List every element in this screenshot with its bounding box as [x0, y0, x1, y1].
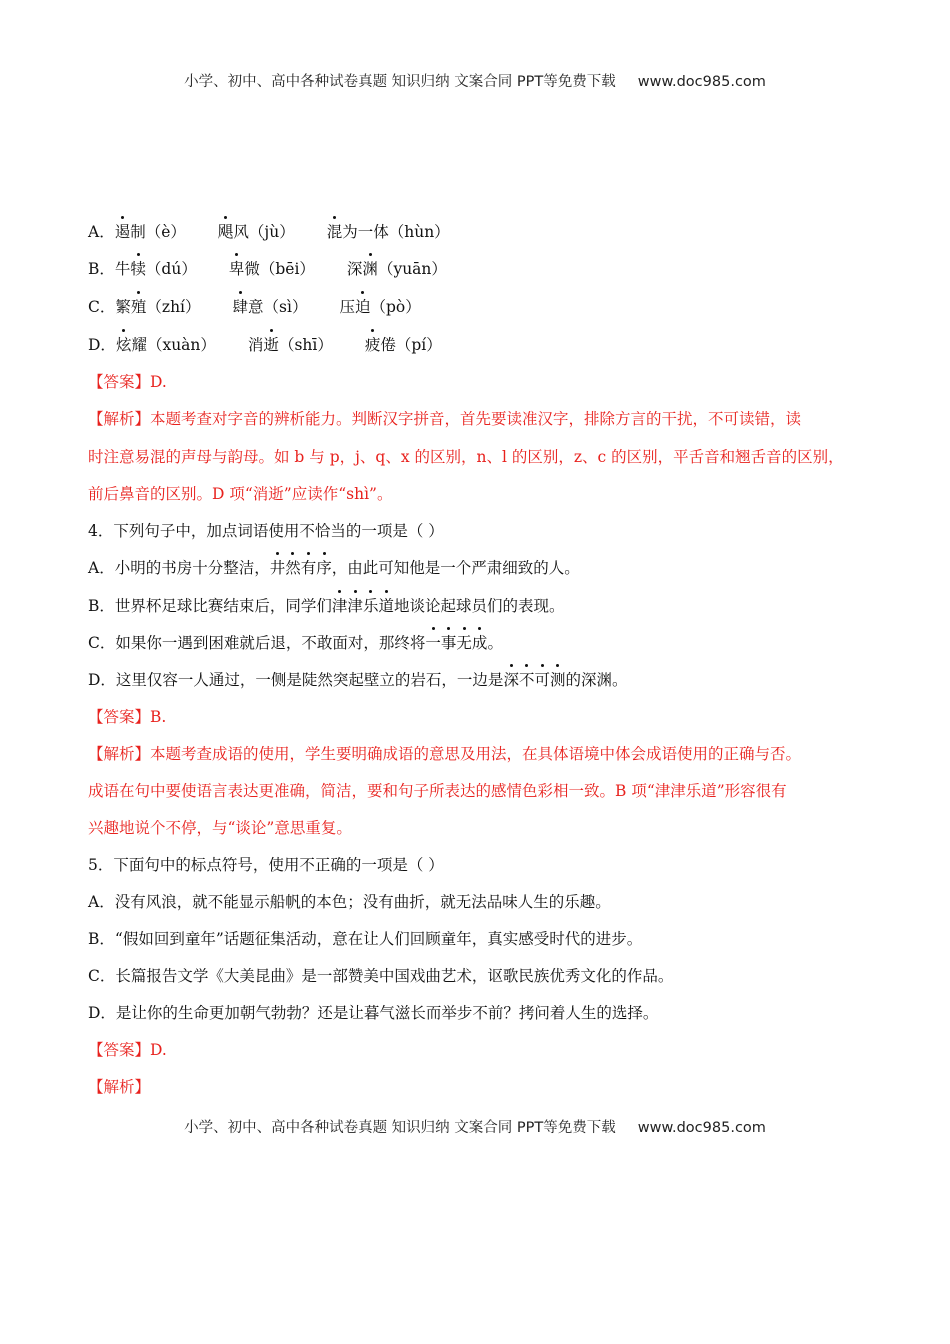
dotted-char: 井	[269, 559, 286, 577]
q5-title: 5．下面句中的标点符号，使用不正确的一项是（ ）	[88, 856, 444, 874]
q3-option-c	[88, 297, 421, 317]
option-text: 消	[247, 336, 264, 354]
dotted-char: 不	[518, 671, 535, 689]
option-text: （yuān）	[377, 260, 447, 278]
dotted-char: 然	[285, 559, 301, 577]
q4-analysis-1	[88, 744, 801, 764]
option-text: 制（è）	[130, 223, 186, 241]
dotted-char: 成	[471, 634, 488, 652]
dotted-char: 事	[440, 634, 457, 652]
q4-answer: 【答案】B.	[88, 708, 167, 726]
dotted-char: 遏	[114, 223, 131, 241]
option-text: 为一体（hùn）	[342, 223, 450, 241]
dotted-char: 卑	[228, 260, 245, 278]
analysis-text: 本题考查对字音的辨析能力。判断汉字拼音，首先要读准汉字，排除方言的干扰，不可读错，读	[150, 410, 802, 428]
option-label: A．	[88, 223, 115, 241]
option-text: （zhí）	[146, 298, 201, 316]
option-text: 的深渊。	[565, 671, 628, 689]
q5-option-a: A．没有风浪，就不能显示船帆的本色；没有曲折，就无法品味人生的乐趣。	[88, 893, 611, 911]
option-text: 压	[339, 298, 355, 316]
q4-option-b	[88, 596, 564, 616]
dotted-char: 有	[300, 559, 317, 577]
q3-option-a	[88, 222, 450, 242]
option-label: D．	[88, 336, 116, 354]
dotted-char: 渊	[362, 260, 378, 278]
option-text: 微（bēi）	[244, 260, 315, 278]
q5-answer: 【答案】D.	[88, 1041, 167, 1059]
option-text: 牛	[114, 260, 131, 278]
footer-text: 小学、初中、高中各种试卷真题 知识归纳 文案合同 PPT等免费下载	[184, 1120, 616, 1136]
q4-option-a	[88, 558, 580, 578]
option-text: 风（jù）	[233, 223, 295, 241]
option-text: 深	[346, 260, 363, 278]
q3-option-b	[88, 259, 447, 279]
q4-analysis-3: 兴趣地说个不停，与“谈论”意思重复。	[88, 819, 352, 837]
dotted-char: 迫	[354, 298, 371, 316]
footer-url[interactable]: www.doc985.com	[637, 1120, 766, 1136]
option-text: 耀（xuàn）	[131, 336, 216, 354]
q5-option-b: B．“假如回到童年”话题征集活动，意在让人们回顾童年，真实感受时代的进步。	[88, 930, 643, 948]
q4-analysis-2: 成语在句中要使语言表达更准确，简洁，要和句子所表达的感情色彩相一致。B 项“津津乐道”形容很有	[88, 782, 787, 800]
dotted-char: 炫	[115, 336, 132, 354]
q4-title: 4．下列句子中，加点词语使用不恰当的一项是（ ）	[88, 522, 444, 540]
header-url[interactable]: www.doc985.com	[637, 74, 766, 90]
option-text: ，由此可知他是一个严肃细致的人。	[331, 559, 580, 577]
header-text: 小学、初中、高中各种试卷真题 知识归纳 文案合同 PPT等免费下载	[184, 74, 616, 90]
q5-option-c: C．长篇报告文学《大美昆曲》是一部赞美中国戏曲艺术，讴歌民族优秀文化的作品。	[88, 967, 674, 985]
dotted-char: 津	[331, 597, 348, 615]
option-text: A．小明的书房十分整洁，	[88, 559, 270, 577]
dotted-char: 犊	[130, 260, 146, 278]
option-text: 意（sì）	[248, 298, 308, 316]
q4-option-d	[88, 670, 628, 690]
dotted-char: 无	[456, 634, 472, 652]
dotted-char: 测	[549, 671, 566, 689]
q3-answer: 【答案】D.	[88, 373, 167, 391]
dotted-char: 混	[326, 223, 343, 241]
dotted-char: 飓	[217, 223, 234, 241]
dotted-char: 乐	[362, 597, 379, 615]
analysis-tag: 【解析】	[88, 745, 151, 763]
q3-analysis-3: 前后鼻音的区别。D 项“消逝”应读作“shì”。	[88, 485, 393, 503]
option-text: 。	[487, 634, 503, 652]
dotted-char: 肆	[232, 298, 249, 316]
page-footer	[0, 1116, 950, 1137]
q4-option-c	[88, 633, 503, 653]
q3-analysis-1	[88, 409, 801, 429]
dotted-char: 深	[503, 671, 519, 689]
option-text: 繁	[115, 298, 131, 316]
q3-analysis-2: 时注意易混的声母与韵母。如 b 与 p，j、q、x 的区别，n、l 的区别，z、c 的区别，平舌音和翘舌音的区别，	[88, 448, 844, 466]
option-text: （dú）	[145, 260, 197, 278]
dotted-char: 一	[425, 634, 441, 652]
analysis-tag: 【解析】	[88, 410, 151, 428]
dotted-char: 殖	[130, 298, 147, 316]
page-header	[0, 70, 950, 91]
dotted-char: 可	[534, 671, 550, 689]
option-label: B．	[88, 260, 115, 278]
analysis-text: 本题考查成语的使用，学生要明确成语的意思及用法，在具体语境中体会成语使用的正确与否。	[150, 745, 802, 763]
option-text: 地谈论起球员们的表现。	[393, 597, 565, 615]
dotted-char: 津	[347, 597, 363, 615]
option-text: （pò）	[370, 298, 421, 316]
option-label: C．	[88, 298, 116, 316]
option-text: 倦（pí）	[380, 336, 442, 354]
dotted-char: 疲	[364, 336, 381, 354]
option-text: C．如果你一遇到困难就后退，不敢面对，那终将	[88, 634, 426, 652]
dotted-char: 道	[378, 597, 394, 615]
q5-option-d: D．是让你的生命更加朝气勃勃？还是让暮气滋长而举步不前？拷问着人生的选择。	[88, 1004, 659, 1022]
dotted-char: 序	[316, 559, 332, 577]
option-text: （shī）	[278, 336, 333, 354]
q3-option-d	[88, 335, 442, 355]
q5-analysis: 【解析】	[88, 1078, 151, 1096]
dotted-char: 逝	[263, 336, 279, 354]
option-text: B．世界杯足球比赛结束后，同学们	[88, 597, 332, 615]
option-text: D．这里仅容一人通过，一侧是陡然突起壁立的岩石，一边是	[88, 671, 504, 689]
